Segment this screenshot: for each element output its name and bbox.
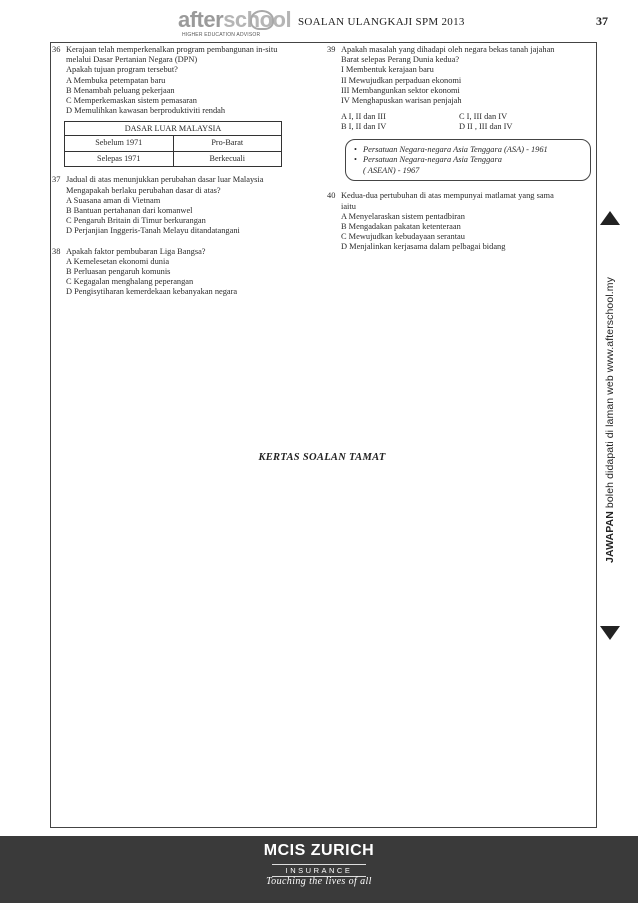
- answers-website-banner: [604, 277, 616, 563]
- left-column: [52, 45, 314, 298]
- answer-option: A I, II dan III: [341, 112, 386, 122]
- question-number: 39: [327, 45, 336, 54]
- table-row: [65, 136, 281, 151]
- sponsor-footer: [0, 836, 638, 903]
- callout-item: • Persatuan Negara-negara Asia Tenggara: [354, 155, 582, 166]
- banner-text: boleh didapati di laman web www.afterschool.my: [604, 277, 616, 512]
- answer-option: C I, III dan IV: [459, 112, 508, 122]
- foreign-policy-table: [64, 121, 282, 167]
- question-text: Apakah tujuan program tersebut?: [66, 65, 178, 75]
- callout-item: • Persatuan Negara-negara Asia Tenggara (ASA) - 1961: [354, 145, 582, 156]
- logo-subtitle: HIGHER EDUCATION ADVISOR: [182, 32, 261, 38]
- question-36: [52, 45, 314, 116]
- question-number: 37: [52, 175, 61, 185]
- logo-wordmark: afterschool: [178, 7, 292, 32]
- answer-choices-grid: [327, 112, 593, 132]
- answer-option: B Perluasan pengaruh komunis: [66, 267, 171, 277]
- answer-option: A Membuka petempatan baru: [66, 75, 166, 85]
- page-number: 37: [596, 14, 608, 28]
- answer-option: B Mengadakan pakatan ketenteraan: [341, 222, 461, 232]
- arrow-up-icon: [600, 211, 620, 225]
- question-40: [327, 191, 593, 252]
- question-text: iaitu: [341, 201, 356, 211]
- question-text: Jadual di atas menunjukkan perubahan dasar luar Malaysia: [66, 175, 264, 185]
- answer-option: D Menjalinkan kerjasama dalam pelbagai bidang: [341, 242, 506, 252]
- answer-option: A Kemelesetan ekonomi dunia: [66, 256, 170, 266]
- table-cell: Selepas 1971: [97, 154, 141, 164]
- question-text: Apakah faktor pembubaran Liga Bangsa?: [66, 246, 206, 256]
- question-text: Barat selepas Perang Dunia kedua?: [341, 55, 460, 65]
- answer-option: A Menyelaraskan sistem pentadbiran: [341, 211, 465, 221]
- answer-option: C Mewujudkan kebudayaan serantau: [341, 232, 465, 242]
- table-cell: Sebelum 1971: [95, 138, 143, 148]
- question-number: 38: [52, 246, 61, 256]
- answer-option: C Memperkemaskan sistem pemasaran: [66, 96, 197, 106]
- logo-speech-bubble-icon: [250, 10, 274, 30]
- statement: I Membentuk kerajaan baru: [341, 65, 434, 75]
- sponsor-subtitle: INSURANCE: [272, 864, 367, 877]
- question-text: Mengapakah berlaku perubahan dasar di atas?: [66, 185, 221, 195]
- end-of-paper-text: KERTAS SOALAN TAMAT: [258, 452, 386, 463]
- answer-option: D II , III dan IV: [459, 122, 513, 132]
- table-title: DASAR LUAR MALAYSIA: [65, 122, 281, 136]
- callout-item-continuation: ( ASEAN) - 1967: [363, 165, 420, 175]
- question-text: Kerajaan telah memperkenalkan program pembangunan in-situ: [66, 45, 278, 54]
- question-number: 40: [327, 191, 336, 201]
- organisations-callout: [345, 139, 591, 182]
- answer-option: C Kegagalan menghalang peperangan: [66, 277, 194, 287]
- question-text: Kedua-dua pertubuhan di atas mempunyai matlamat yang sama: [341, 191, 554, 201]
- question-text: Apakah masalah yang dihadapi oleh negara bekas tanah jajahan: [341, 45, 555, 54]
- sponsor-brand: MCIS ZURICH: [263, 842, 375, 859]
- afterschool-logo: [178, 7, 292, 42]
- question-text: melalui Dasar Pertanian Negara (DPN): [66, 55, 198, 65]
- answer-option: A Suasana aman di Vietnam: [66, 195, 161, 205]
- answer-option: D Pengisytiharan kemerdekaan kebanyakan negara: [66, 287, 238, 297]
- answer-option: D Memulihkan kawasan berproduktiviti rendah: [66, 106, 226, 116]
- answer-option: B Bantuan pertahanan dari komanwel: [66, 206, 193, 216]
- statement: II Mewujudkan perpaduan ekonomi: [341, 75, 462, 85]
- page-header: [0, 0, 638, 44]
- answer-option: B I, II dan IV: [341, 122, 387, 132]
- sponsor-tagline: Touching the lives of all: [266, 876, 372, 887]
- right-column: [327, 45, 593, 253]
- banner-bold-text: JAWAPAN: [604, 511, 616, 563]
- table-cell: Berkecuali: [173, 152, 282, 166]
- statement: IV Menghapuskan warisan penjajah: [341, 96, 462, 106]
- question-39: [327, 45, 593, 106]
- answer-option: B Menambah peluang pekerjaan: [66, 85, 175, 95]
- question-number: 36: [52, 45, 61, 54]
- table-cell: Pro-Barat: [173, 136, 282, 151]
- question-37: [52, 175, 314, 236]
- table-row: [65, 151, 281, 166]
- statement: III Membangunkan sektor ekonomi: [341, 85, 460, 95]
- answer-option: C Pengaruh Britain di Timur berkurangan: [66, 216, 206, 226]
- arrow-down-icon: [600, 626, 620, 640]
- question-38: [52, 247, 314, 298]
- answer-option: D Perjanjian Inggeris-Tanah Melayu ditandatangani: [66, 226, 240, 236]
- header-title: SOALAN ULANGKAJI SPM 2013: [298, 16, 465, 28]
